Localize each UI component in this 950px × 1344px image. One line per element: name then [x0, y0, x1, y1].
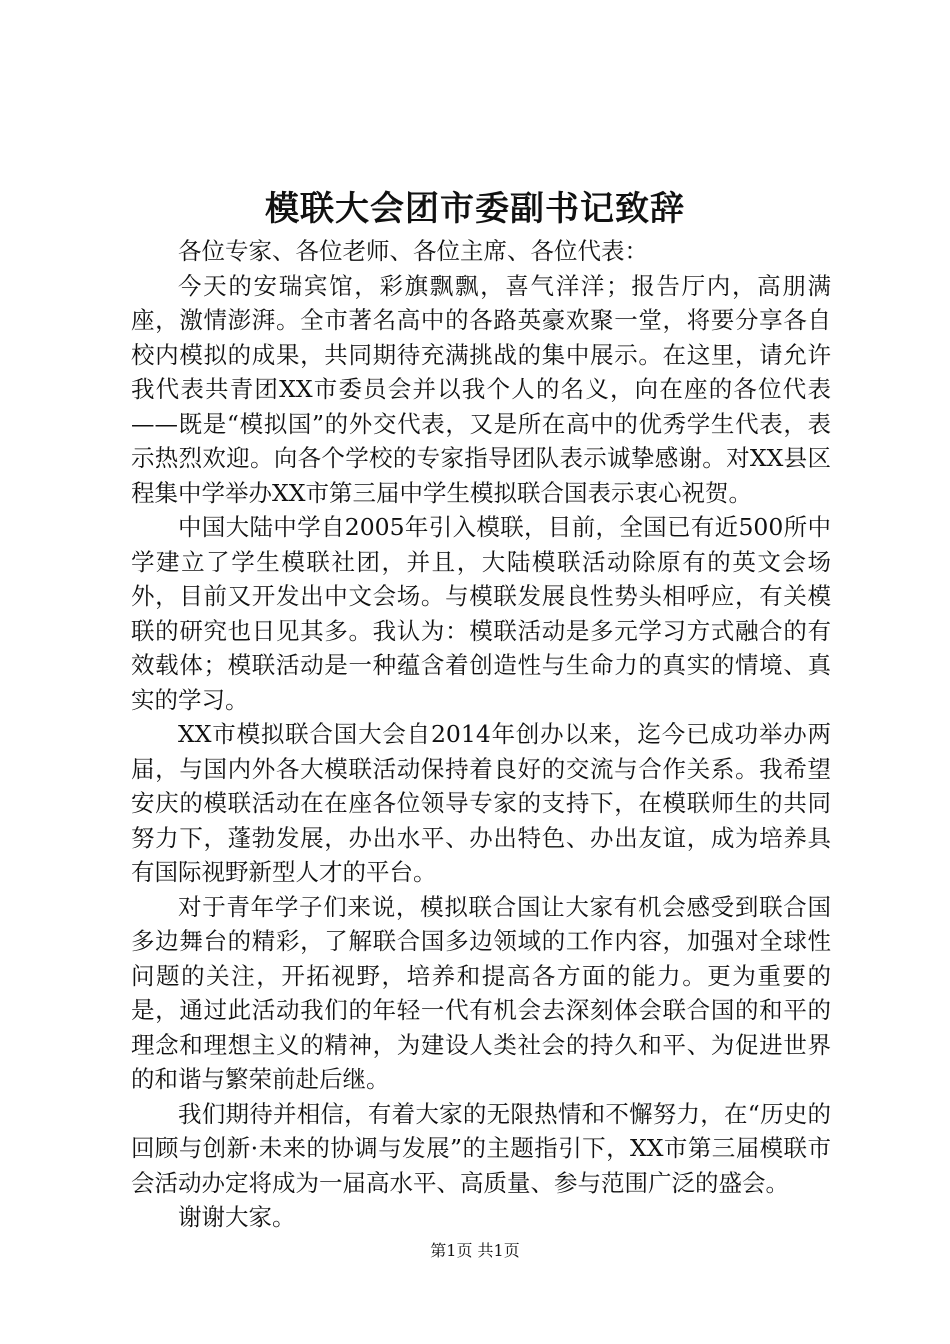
salutation: 各位专家、各位老师、各位主席、各位代表： — [178, 237, 648, 265]
document-body — [131, 234, 831, 1235]
paragraph-5: 我们期待并相信，有着大家的无限热情和不懈努力，在“历史的回顾与创新·未来的协调与发展”的主题指引下，XX市第三届模联市会活动办定将成为一届高水平、高质量、参与范围广泛的盛会。 — [131, 1099, 831, 1197]
closing: 谢谢大家。 — [178, 1203, 296, 1231]
page-title: 模联大会团市委副书记致辞 — [265, 189, 685, 229]
page-footer: 第1页 共1页 — [430, 1241, 520, 1260]
paragraph-4: 对于青年学子们来说，模拟联合国让大家有机会感受到联合国多边舞台的精彩，了解联合国多边领域的工作内容，加强对全球性问题的关注，开拓视野，培养和提高各方面的能力。更为重要的是，通过此活动我们的年轻一代有机会去深刻体会联合国的和平的理念和理想主义的精神，为建设人类社会的持久和平、为促进世界的和谐与繁荣前赴后继。 — [131, 892, 831, 1093]
paragraph-2: 中国大陆中学自2005年引入模联，目前，全国已有近500所中学建立了学生模联社团，并且，大陆模联活动除原有的英文会场外，目前又开发出中文会场。与模联发展良性势头相呼应，有关模联的研究也日见其多。我认为：模联活动是多元学习方式融合的有效载体；模联活动是一种蕴含着创造性与生命力的真实的情境、真实的学习。 — [131, 513, 831, 714]
paragraph-3: XX市模拟联合国大会自2014年创办以来，迄今已成功举办两届，与国内外各大模联活动保持着良好的交流与合作关系。我希望安庆的模联活动在在座各位领导专家的支持下，在模联师生的共同努力下，蓬勃发展，办出水平、办出特色、办出友谊，成为培养具有国际视野新型人才的平台。 — [131, 720, 831, 886]
paragraph-1: 今天的安瑞宾馆，彩旗飘飘，喜气洋洋；报告厅内，高朋满座，激情澎湃。全市著名高中的各路英豪欢聚一堂，将要分享各自校内模拟的成果，共同期待充满挑战的集中展示。在这里，请允许我代表共青团XX市委员会并以我个人的名义，向在座的各位代表——既是“模拟国”的外交代表，又是所在高中的优秀学生代表，表示热烈欢迎。向各个学校的专家指导团队表示诚挚感谢。对XX县区程集中学举办XX市第三届中学生模拟联合国表示衷心祝贺。 — [131, 271, 831, 507]
